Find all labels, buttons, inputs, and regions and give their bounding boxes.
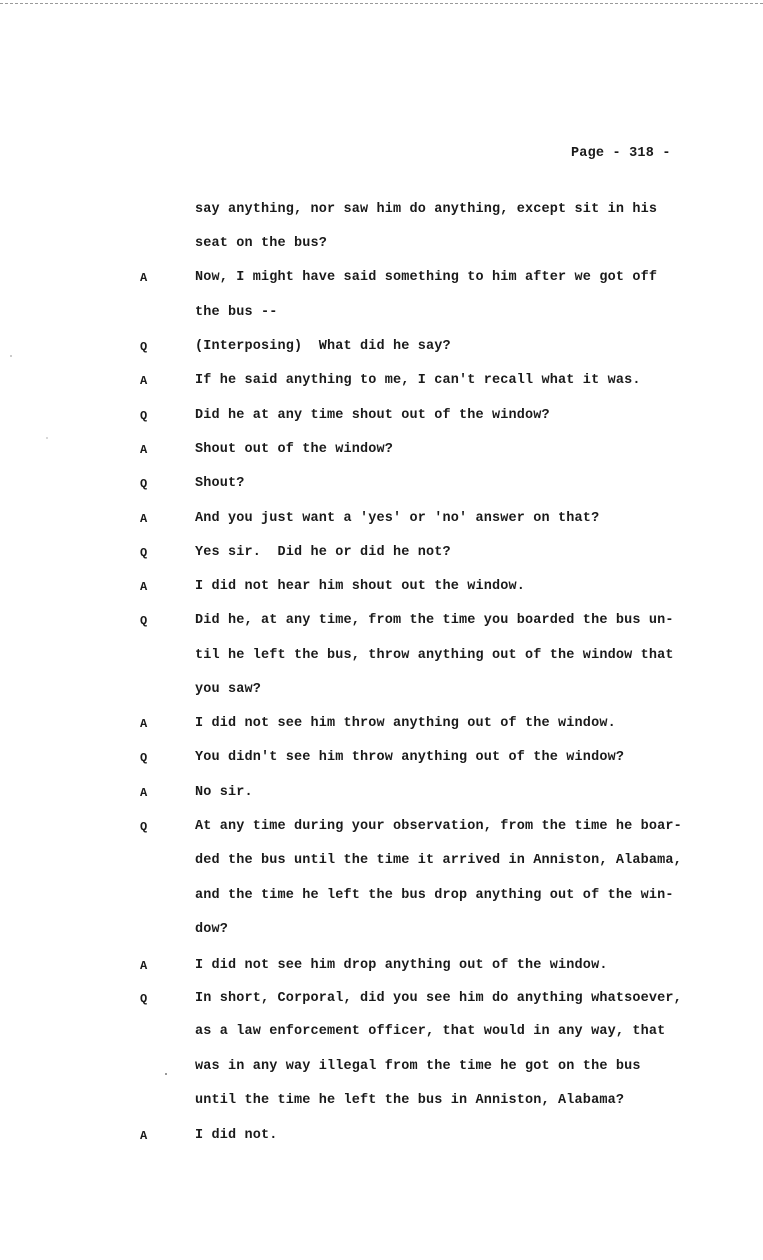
speaker-label: A — [140, 580, 148, 594]
line-text: And you just want a 'yes' or 'no' answer on that? — [195, 511, 600, 526]
transcript-line — [0, 473, 763, 495]
line-text: If he said anything to me, I can't recall what it was. — [195, 373, 641, 388]
speaker-label: Q — [140, 477, 148, 491]
transcript-line — [0, 955, 763, 977]
line-text: you saw? — [195, 682, 262, 697]
line-text: You didn't see him throw anything out of the window? — [195, 750, 625, 765]
line-text: Shout out of the window? — [195, 442, 394, 457]
line-text: Shout? — [195, 476, 245, 491]
line-text: until the time he left the bus in Anniston, Alabama? — [195, 1093, 625, 1108]
speaker-label: Q — [140, 409, 148, 423]
transcript-line — [0, 439, 763, 461]
transcript-line — [0, 713, 763, 735]
line-text: (Interposing) What did he say? — [195, 339, 451, 354]
scan-speck — [10, 355, 12, 357]
speaker-label: A — [140, 512, 148, 526]
line-text: ded the bus until the time it arrived in Anniston, Alabama, — [195, 853, 682, 868]
transcript-line — [0, 679, 763, 701]
speaker-label: Q — [140, 340, 148, 354]
page-top-border — [0, 3, 763, 4]
speaker-label: Q — [140, 820, 148, 834]
line-text: At any time during your observation, from the time he boar- — [195, 819, 682, 834]
line-text: In short, Corporal, did you see him do anything whatsoever, — [195, 991, 682, 1006]
line-text: as a law enforcement officer, that would in any way, that — [195, 1024, 666, 1039]
speaker-label: A — [140, 959, 148, 973]
speaker-label: Q — [140, 546, 148, 560]
transcript-line — [0, 336, 763, 358]
transcript-line — [0, 576, 763, 598]
transcript-line — [0, 370, 763, 392]
line-text: Now, I might have said something to him after we got off — [195, 270, 658, 285]
transcript-line — [0, 233, 763, 255]
transcript-line — [0, 1056, 763, 1078]
scan-speck — [46, 437, 48, 439]
line-text: I did not see him throw anything out of the window. — [195, 716, 616, 731]
line-text: was in any way illegal from the time he got on the bus — [195, 1059, 641, 1074]
line-text: I did not hear him shout out the window. — [195, 579, 526, 594]
line-text: I did not see him drop anything out of the window. — [195, 958, 608, 973]
transcript-line — [0, 1021, 763, 1043]
transcript-line — [0, 405, 763, 427]
transcript-line — [0, 816, 763, 838]
transcript-line — [0, 747, 763, 769]
line-text: the bus -- — [195, 305, 278, 320]
transcript-line — [0, 850, 763, 872]
line-text: seat on the bus? — [195, 236, 328, 251]
transcript-line — [0, 542, 763, 564]
transcript-line — [0, 988, 763, 1010]
speaker-label: A — [140, 1129, 148, 1143]
speaker-label: A — [140, 786, 148, 800]
speaker-label: A — [140, 717, 148, 731]
transcript-line — [0, 610, 763, 632]
line-text: say anything, nor saw him do anything, except sit in his — [195, 202, 658, 217]
speaker-label: Q — [140, 614, 148, 628]
transcript-line — [0, 199, 763, 221]
line-text: No sir. — [195, 785, 253, 800]
transcript-line — [0, 645, 763, 667]
line-text: Did he at any time shout out of the window? — [195, 408, 550, 423]
speaker-label: Q — [140, 992, 148, 1006]
transcript-line — [0, 1125, 763, 1147]
line-text: til he left the bus, throw anything out of the window that — [195, 648, 674, 663]
transcript-line — [0, 302, 763, 324]
transcript-line — [0, 782, 763, 804]
transcript-line — [0, 919, 763, 941]
transcript-line — [0, 885, 763, 907]
transcript-line — [0, 508, 763, 530]
scan-speck — [165, 1073, 167, 1075]
page-number: Page - 318 - — [571, 146, 671, 161]
transcript-line — [0, 1090, 763, 1112]
speaker-label: A — [140, 374, 148, 388]
line-text: Did he, at any time, from the time you boarded the bus un- — [195, 613, 674, 628]
line-text: dow? — [195, 922, 229, 937]
line-text: I did not. — [195, 1128, 278, 1143]
line-text: Yes sir. Did he or did he not? — [195, 545, 451, 560]
transcript-line — [0, 267, 763, 289]
line-text: and the time he left the bus drop anything out of the win- — [195, 888, 674, 903]
speaker-label: A — [140, 443, 148, 457]
speaker-label: Q — [140, 751, 148, 765]
speaker-label: A — [140, 271, 148, 285]
